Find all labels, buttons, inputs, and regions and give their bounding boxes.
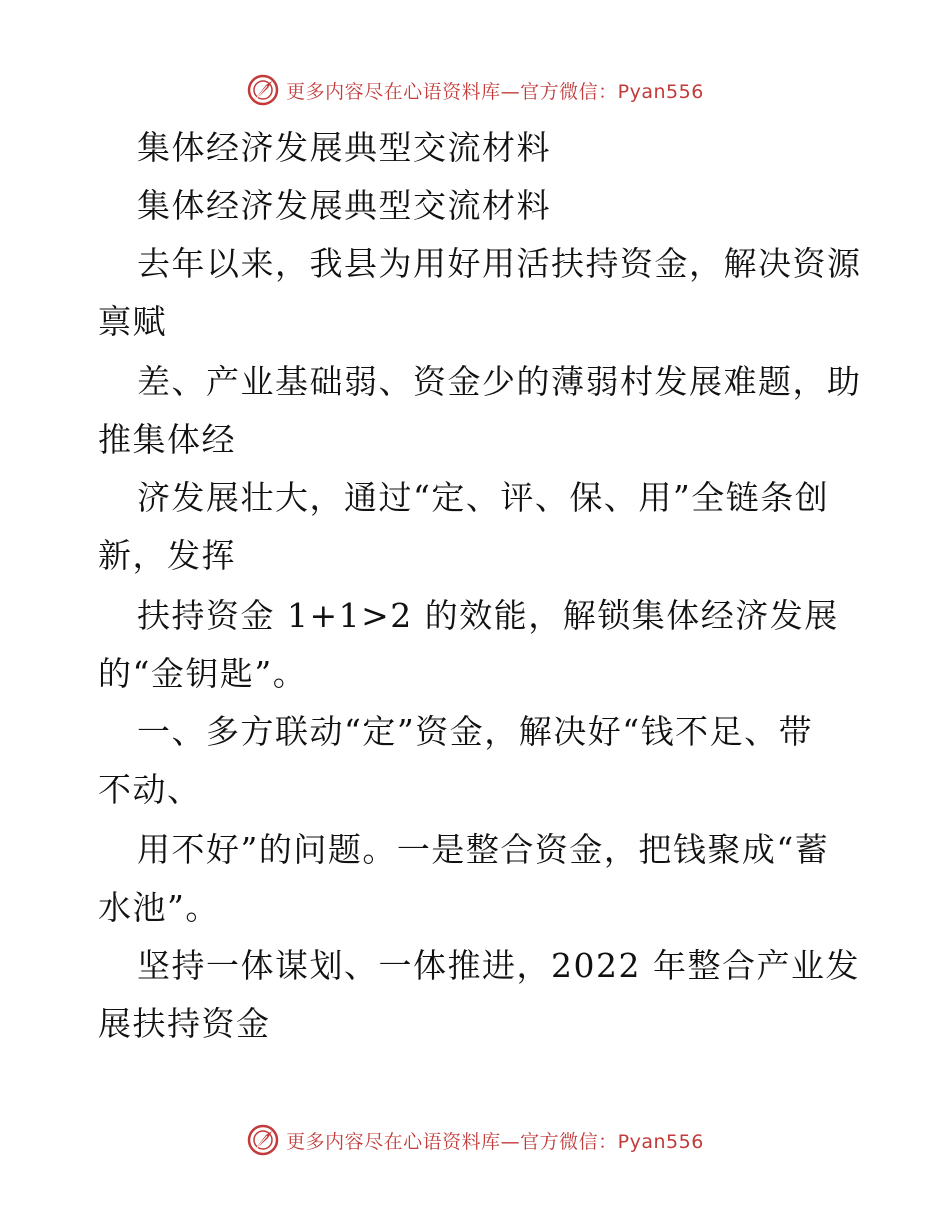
- banner-text: 更多内容尽在心语资料库—官方微信：Pyan556: [286, 1130, 704, 1153]
- paragraph-line: 扶持资金 1+1>2 的效能，解锁集体经济发展: [137, 596, 839, 635]
- paragraph-line: 用不好”的问题。一是整合资金，把钱聚成“蓄: [137, 830, 830, 869]
- pen-nib-logo-icon: [246, 73, 280, 107]
- title-line: 集体经济发展典型交流材料: [137, 128, 551, 167]
- paragraph-line: 去年以来，我县为用好用活扶持资金，解决资源: [137, 244, 862, 283]
- footer-banner: [0, 1120, 950, 1160]
- paragraph-line: 坚持一体谋划、一体推进，2022 年整合产业发: [137, 946, 860, 985]
- title-line: 集体经济发展典型交流材料: [137, 186, 551, 225]
- paragraph-line: 差、产业基础弱、资金少的薄弱村发展难题，助: [137, 362, 862, 401]
- paragraph-line: 新，发挥: [98, 536, 236, 575]
- pen-nib-logo-icon: [246, 1123, 280, 1157]
- paragraph-line: 推集体经: [98, 420, 236, 459]
- paragraph-line: 一、多方联动“定”资金，解决好“钱不足、带: [137, 712, 814, 751]
- banner-text: 更多内容尽在心语资料库—官方微信：Pyan556: [286, 80, 704, 103]
- paragraph-line: 的“金钥匙”。: [98, 654, 308, 693]
- header-banner: [0, 70, 950, 110]
- paragraph-line: 不动、: [98, 770, 202, 809]
- paragraph-line: 禀赋: [98, 302, 167, 341]
- paragraph-line: 展扶持资金: [98, 1004, 271, 1043]
- paragraph-line: 水池”。: [98, 888, 220, 927]
- paragraph-line: 济发展壮大，通过“定、评、保、用”全链条创: [137, 478, 830, 517]
